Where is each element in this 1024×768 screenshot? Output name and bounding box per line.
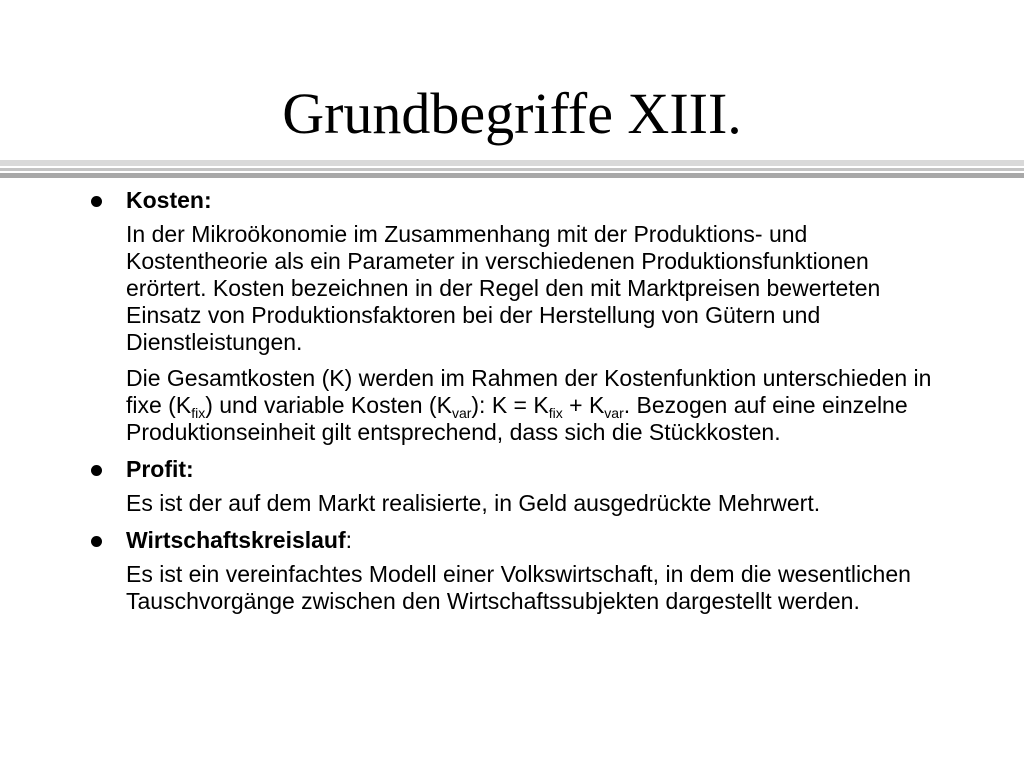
- bullet-item-wirtschaftskreislauf: [88, 526, 938, 615]
- kosten-formula-paragraph: [126, 365, 938, 446]
- bullet-heading-kosten: Kosten:: [126, 187, 212, 213]
- bullet-item-kosten: [88, 186, 938, 446]
- kosten-definition-paragraph: In der Mikroökonomie im Zusammenhang mit der Produktions- und Kostentheorie als ein Parameter in verschiedenen Produktionsfunktionen erörtert. Kosten bezeichnen in der Regel den mit Marktpreisen bewerteten Einsatz von Produktionsfaktoren bei der Herstellung von Gütern und Dienstleistungen.: [126, 221, 881, 355]
- formula-text-3: ): K = K: [471, 392, 549, 418]
- subscript-var-2: var: [604, 405, 624, 421]
- bullet-dot-icon: [91, 196, 102, 207]
- formula-text-5: . Bezogen auf eine einzelne Produktionseinheit gilt entsprechend, dass sich die Stückkosten.: [126, 392, 908, 445]
- wirtschaftskreislauf-definition-paragraph: Es ist ein vereinfachtes Modell einer Volkswirtschaft, in dem die wesentlichen Tauschvorgänge zwischen den Wirtschaftssubjekten dargestellt werden.: [126, 561, 911, 614]
- formula-text-1: Die Gesamtkosten (K) werden im Rahmen der Kostenfunktion unterschieden in fixe (K: [126, 365, 932, 418]
- slide-body: [88, 182, 938, 624]
- bullet-dot-icon: [91, 465, 102, 476]
- title-divider-mid: [0, 168, 1024, 171]
- slide-title: Grundbegriffe XIII.: [282, 81, 742, 146]
- bullet-heading-wirtschaftskreislauf: [126, 526, 938, 554]
- formula-text-4: + K: [562, 392, 605, 418]
- subscript-fix-1: fix: [191, 405, 206, 421]
- bullet-heading-profit: Profit:: [126, 456, 194, 482]
- bullet-item-profit: [88, 455, 938, 517]
- heading-colon: :: [345, 527, 353, 553]
- subscript-fix-2: fix: [548, 405, 563, 421]
- profit-definition-paragraph: Es ist der auf dem Markt realisierte, in Geld ausgedrückte Mehrwert.: [126, 490, 821, 516]
- formula-text-2: ) und variable Kosten (K: [205, 392, 452, 418]
- title-divider-light: [0, 160, 1024, 166]
- title-divider-dark: [0, 173, 1024, 178]
- bullet-dot-icon: [91, 536, 102, 547]
- heading-text: Wirtschaftskreislauf: [126, 527, 346, 553]
- subscript-var-1: var: [451, 405, 472, 421]
